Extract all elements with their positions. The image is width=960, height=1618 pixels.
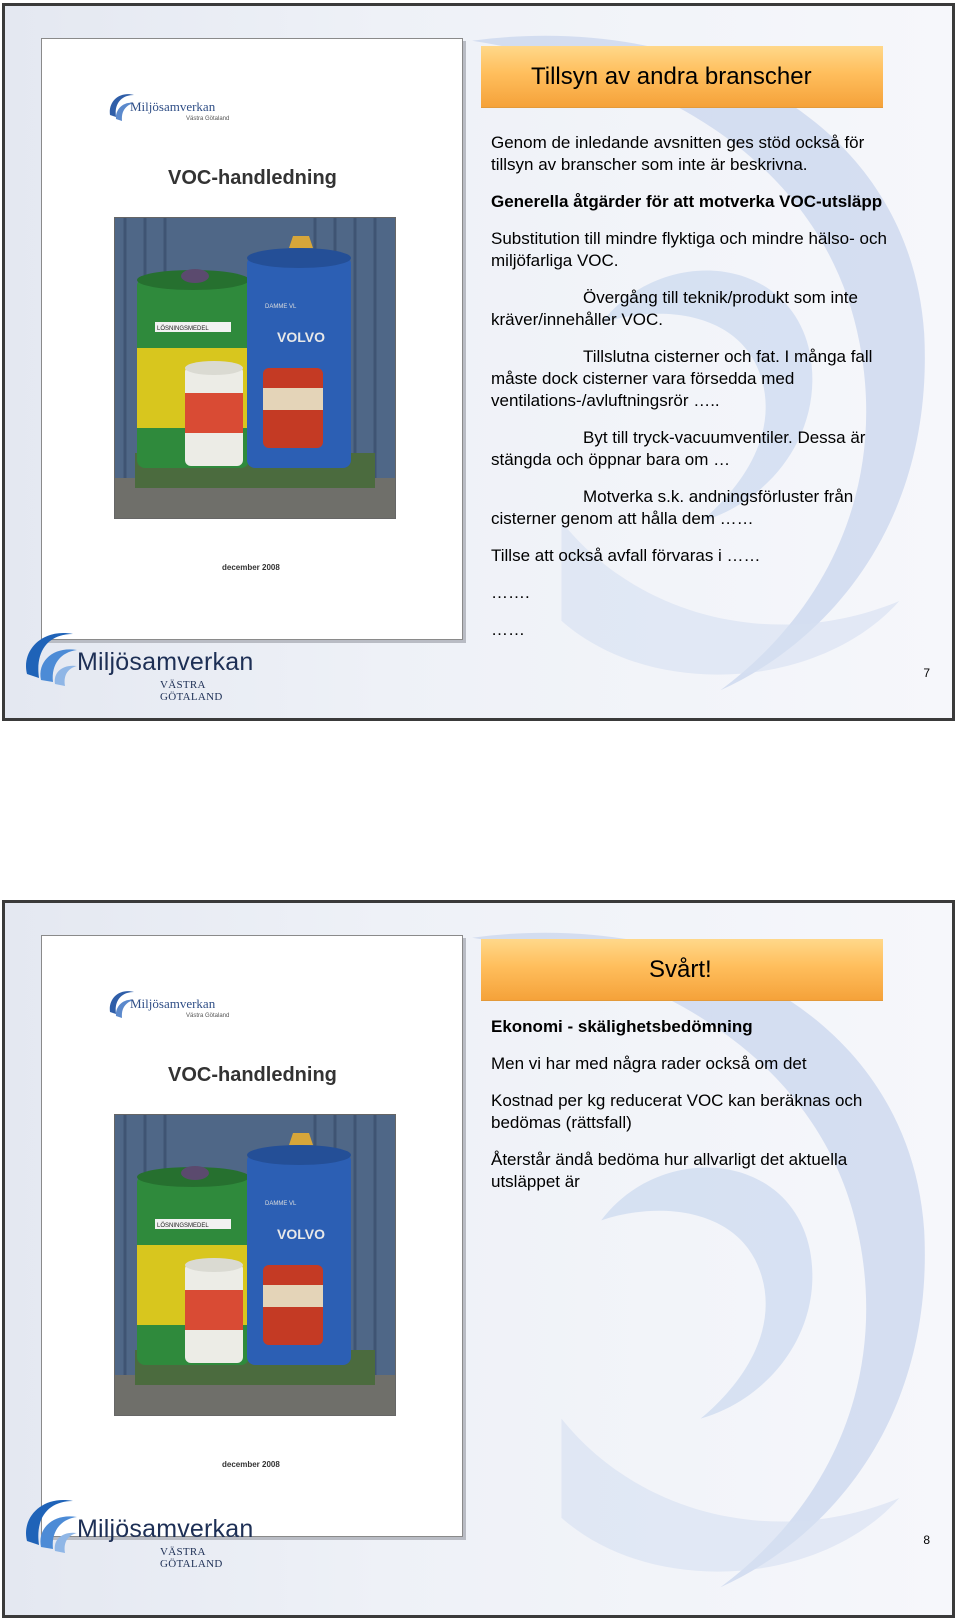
cover-date: december 2008: [222, 1460, 280, 1469]
body-item: [491, 427, 891, 471]
barrel-label-2: DAMME VL: [265, 1201, 297, 1207]
cover-title: VOC-handledning: [168, 167, 337, 189]
slide-body: [491, 1016, 891, 1208]
slide-title: Tillsyn av andra branscher: [531, 63, 812, 90]
brand-name: Miljösamverkan: [77, 648, 254, 676]
brand-region: VÄSTRA GÖTALAND: [160, 1546, 223, 1570]
handbook-cover: [41, 38, 463, 640]
page-number: 8: [923, 1533, 930, 1547]
cover-logo: [102, 87, 242, 133]
body-paragraph: Tillse att också avfall förvaras i ……: [491, 546, 761, 565]
cover-photo-barrels: [114, 217, 396, 519]
barrel-label-3: VOLVO: [277, 329, 325, 345]
body-item-text: Motverka s.k. andningsförluster från cisterner genom att hålla dem ……: [491, 487, 854, 528]
barrel-label-1: LÖSNINGSMEDEL: [157, 326, 209, 332]
body-item-text: Övergång till teknik/produkt som inte kräver/innehåller VOC.: [491, 288, 858, 329]
body-item: [491, 287, 891, 331]
cover-logo-name: Miljösamverkan: [130, 996, 216, 1011]
body-heading: Ekonomi - skälighetsbedömning: [491, 1017, 753, 1036]
barrel-label-1: LÖSNINGSMEDEL: [157, 1223, 209, 1229]
cover-logo-name: Miljösamverkan: [130, 99, 216, 114]
body-heading: Generella åtgärder för att motverka VOC-utsläpp: [491, 192, 883, 211]
barrels-illustration: [115, 1115, 395, 1415]
brand-logo: [17, 1489, 267, 1570]
cover-logo-sub: Västra Götaland: [186, 1013, 230, 1019]
body-paragraph: Kostnad per kg reducerat VOC kan beräknas och bedömas (rättsfall): [491, 1091, 863, 1132]
slide-title: Svårt!: [649, 956, 712, 983]
body-item: [491, 346, 891, 412]
brand-name: Miljösamverkan: [77, 1515, 254, 1543]
brand-logo: [17, 622, 267, 703]
cover-logo: [102, 984, 242, 1030]
barrels-illustration: [115, 218, 395, 518]
slide-body: [491, 132, 891, 656]
barrel-label-2: DAMME VL: [265, 304, 297, 310]
body-ellipsis: …….: [491, 583, 530, 602]
body-paragraph: Substitution till mindre flyktiga och mindre hälso- och miljöfarliga VOC.: [491, 229, 887, 270]
page-number: 7: [923, 666, 930, 680]
cover-title: VOC-handledning: [168, 1064, 337, 1086]
slide-8: [2, 900, 955, 1618]
slide-title-bar: [481, 46, 883, 108]
barrel-label-3: VOLVO: [277, 1226, 325, 1242]
body-item-text: Tillslutna cisterner och fat. I många fall måste dock cisterner vara försedda med ventilations-/avluftningsrör …..: [491, 347, 873, 410]
body-paragraph: Återstår ändå bedöma hur allvarligt det aktuella utsläppet är: [491, 1150, 848, 1191]
cover-logo-sub: Västra Götaland: [186, 116, 230, 122]
body-paragraph: Men vi har med några rader också om det: [491, 1054, 807, 1073]
cover-date: december 2008: [222, 563, 280, 572]
handbook-cover: [41, 935, 463, 1537]
slide-7: [2, 3, 955, 721]
body-ellipsis: ……: [491, 620, 525, 639]
slide-title-bar: [481, 939, 883, 1001]
cover-photo-barrels: [114, 1114, 396, 1416]
body-item-text: Byt till tryck-vacuumventiler. Dessa är stängda och öppnar bara om …: [491, 428, 866, 469]
body-item: [491, 486, 891, 530]
brand-region: VÄSTRA GÖTALAND: [160, 679, 223, 703]
body-paragraph: Genom de inledande avsnitten ges stöd också för tillsyn av branscher som inte är beskrivna.: [491, 133, 865, 174]
